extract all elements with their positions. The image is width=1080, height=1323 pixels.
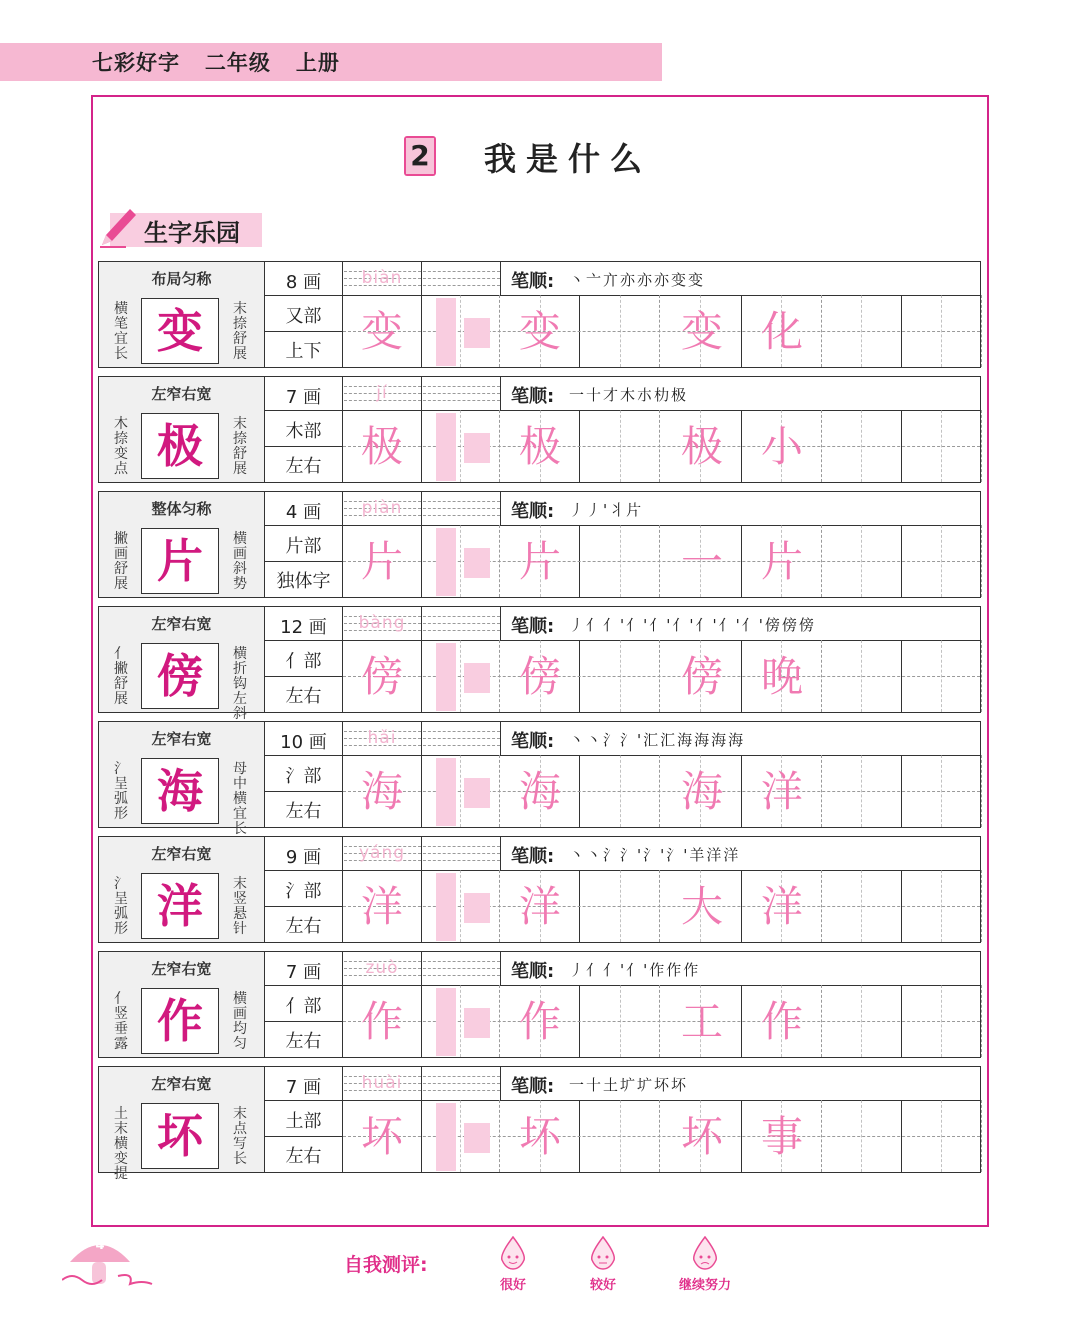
radical: 土部: [285, 1111, 322, 1132]
grid-midline: [981, 1100, 982, 1172]
character-row: [98, 721, 981, 837]
stroke-count: 8 画: [285, 272, 322, 293]
grid-midline: [620, 410, 621, 482]
tip-left: 氵呈弧形: [114, 876, 128, 937]
layout-label: 左窄右宽: [151, 385, 212, 403]
structure: 独体字: [276, 571, 331, 592]
model-char: 片: [157, 534, 203, 588]
trace-char: 傍: [518, 652, 561, 701]
grid-midline: [620, 1100, 621, 1172]
trace-word-char: 作: [760, 997, 803, 1046]
divider: [264, 1021, 342, 1022]
grid-midline: [460, 755, 461, 827]
stroke-order-label: 笔顺:: [511, 386, 555, 407]
structure: 上下: [285, 341, 322, 362]
divider: [264, 295, 980, 296]
drop-face-icon: [498, 1236, 528, 1270]
divider: [264, 446, 342, 447]
stroke-count: 4 画: [285, 502, 322, 523]
lesson-number: 2: [406, 138, 434, 174]
trace-word-char: 小: [760, 422, 803, 471]
stroke-order: 一十才木朩朸极: [569, 386, 689, 404]
layout-label: 左窄右宽: [151, 1075, 212, 1093]
stroke-count: 12 画: [280, 617, 327, 638]
section-title: 生字乐园: [144, 219, 240, 247]
radical: 又部: [285, 306, 322, 327]
structure: 左右: [285, 686, 322, 707]
divider: [500, 492, 501, 525]
trace-guide-bar: [464, 1123, 490, 1153]
divider: [264, 561, 342, 562]
tip-right: 母中横宜长: [233, 761, 247, 837]
radical: 氵部: [285, 881, 322, 902]
trace-char: 海: [360, 767, 403, 816]
eval-keep-trying[interactable]: [670, 1236, 740, 1293]
model-char-box: [141, 528, 219, 594]
stroke-order-label: 笔顺:: [511, 271, 555, 292]
divider: [421, 607, 422, 640]
trace-guide-bar: [436, 988, 456, 1056]
divider: [500, 377, 501, 410]
stroke-count: 7 画: [285, 1077, 322, 1098]
trace-guide-bar: [464, 663, 490, 693]
divider: [500, 607, 501, 640]
stroke-order: 丿亻亻'亻'作作作: [569, 961, 701, 979]
grid-midline: [941, 525, 942, 597]
grid-midline: [981, 410, 982, 482]
grid-midline: [861, 1100, 862, 1172]
grid-midline: [861, 870, 862, 942]
tip-right: 末捺舒展: [233, 416, 247, 477]
model-char-box: [141, 873, 219, 939]
section-banner: [96, 205, 271, 249]
pinyin-trace: zuò: [365, 958, 399, 978]
model-char: 变: [157, 304, 203, 358]
lesson-title: 我是什么: [484, 140, 653, 178]
trace-word-char: 事: [760, 1112, 803, 1161]
model-char: 洋: [157, 879, 203, 933]
grid-midline: [861, 525, 862, 597]
model-char-box: [141, 988, 219, 1054]
layout-label: 左窄右宽: [151, 730, 212, 748]
model-char-box: [141, 758, 219, 824]
grid-midline: [981, 295, 982, 367]
trace-word-char: 化: [760, 307, 803, 356]
grid-midline: [981, 755, 982, 827]
trace-char: 海: [518, 767, 561, 816]
divider: [264, 1136, 342, 1137]
grid-midline: [861, 640, 862, 712]
structure: 左右: [285, 916, 322, 937]
layout-label: 布局匀称: [151, 270, 212, 288]
eval-good[interactable]: [568, 1236, 638, 1293]
grid-midline: [460, 985, 461, 1057]
divider: [264, 331, 342, 332]
trace-word-char: 片: [760, 537, 803, 586]
divider: [421, 952, 422, 985]
divider: [421, 1067, 422, 1100]
divider: [421, 837, 422, 870]
trace-guide-bar: [464, 433, 490, 463]
pinyin-trace: hǎi: [367, 728, 397, 748]
pinyin-trace: huài: [361, 1073, 403, 1093]
character-row: [98, 261, 981, 368]
trace-guide-bar: [464, 548, 490, 578]
eval-very-good[interactable]: [478, 1236, 548, 1293]
eval-very-good-label: 很好: [499, 1278, 526, 1293]
page-number: 4: [95, 1238, 105, 1253]
trace-guide-bar: [436, 1103, 456, 1171]
eval-keep-trying-label: 继续努力: [678, 1278, 731, 1293]
tip-left: 氵呈弧形: [114, 761, 128, 822]
pinyin-trace: bàng: [358, 613, 406, 633]
tip-right: 末竖悬针: [233, 876, 247, 937]
trace-char: 坏: [360, 1112, 403, 1161]
grid-midline: [941, 870, 942, 942]
stroke-order-label: 笔顺:: [511, 731, 555, 752]
grid-midline: [620, 295, 621, 367]
model-char: 极: [157, 419, 203, 473]
grid-midline: [941, 640, 942, 712]
stroke-order: 丶丶氵氵'氵'氵'羊洋洋: [569, 846, 741, 864]
radical: 亻部: [285, 996, 322, 1017]
structure: 左右: [285, 1146, 322, 1167]
tip-left: 亻撇舒展: [114, 646, 128, 707]
character-row: [98, 951, 981, 1058]
trace-char: 片: [360, 537, 403, 586]
trace-char: 极: [518, 422, 561, 471]
grid-midline: [941, 410, 942, 482]
radical: 木部: [285, 421, 322, 442]
grid-midline: [460, 640, 461, 712]
divider: [264, 676, 342, 677]
divider: [264, 755, 980, 756]
tip-left: 土末横变提: [114, 1106, 128, 1182]
stroke-count: 7 画: [285, 387, 322, 408]
tip-left: 横笔宜长: [114, 301, 128, 362]
trace-word-char: 海: [680, 767, 723, 816]
divider: [264, 1100, 980, 1101]
character-row: [98, 606, 981, 722]
divider: [264, 906, 342, 907]
divider: [500, 1067, 501, 1100]
model-char-box: [141, 413, 219, 479]
grid-midline: [941, 1100, 942, 1172]
character-row: [98, 836, 981, 943]
stroke-count: 7 画: [285, 962, 322, 983]
trace-word-char: 变: [680, 307, 723, 356]
divider: [500, 952, 501, 985]
grid-midline: [460, 410, 461, 482]
grid-midline: [460, 525, 461, 597]
model-char-box: [141, 298, 219, 364]
model-char-box: [141, 1103, 219, 1169]
trace-char: 变: [518, 307, 561, 356]
grid-midline: [861, 985, 862, 1057]
structure: 左右: [285, 1031, 322, 1052]
trace-char: 极: [360, 422, 403, 471]
layout-label: 左窄右宽: [151, 845, 212, 863]
trace-guide-bar: [464, 893, 490, 923]
trace-word-char: 洋: [760, 882, 803, 931]
grid-midline: [620, 755, 621, 827]
radical: 亻部: [285, 651, 322, 672]
trace-char: 坏: [518, 1112, 561, 1161]
divider: [264, 410, 980, 411]
trace-word-char: 洋: [760, 767, 803, 816]
grid-midline: [620, 640, 621, 712]
grid-midline: [460, 870, 461, 942]
trace-char: 傍: [360, 652, 403, 701]
grid-midline: [941, 295, 942, 367]
grid-midline: [460, 295, 461, 367]
trace-word-char: 坏: [680, 1112, 723, 1161]
layout-label: 左窄右宽: [151, 960, 212, 978]
drop-face-icon: [690, 1236, 720, 1270]
grid-midline: [620, 870, 621, 942]
lesson-number-badge: [404, 136, 436, 176]
trace-char: 片: [518, 537, 561, 586]
trace-word-char: 傍: [680, 652, 723, 701]
pinyin-trace: yáng: [358, 843, 406, 863]
stroke-order: 丶亠亣亦亦亦变变: [569, 271, 706, 289]
divider: [421, 722, 422, 755]
trace-guide-bar: [464, 1008, 490, 1038]
trace-guide-bar: [436, 758, 456, 826]
divider: [264, 525, 980, 526]
trace-char: 洋: [360, 882, 403, 931]
tip-right: 横折钩左斜: [233, 646, 247, 722]
stroke-order-label: 笔顺:: [511, 501, 555, 522]
model-char: 傍: [157, 649, 203, 703]
divider: [264, 870, 980, 871]
divider: [264, 640, 980, 641]
layout-label: 整体匀称: [151, 500, 212, 518]
divider: [500, 722, 501, 755]
grid-midline: [861, 295, 862, 367]
trace-guide-bar: [464, 318, 490, 348]
divider: [421, 262, 422, 295]
divider: [421, 492, 422, 525]
pinyin-trace: jí: [376, 383, 388, 403]
tip-left: 撇画舒展: [114, 531, 128, 592]
character-row: [98, 491, 981, 598]
layout-label: 左窄右宽: [151, 615, 212, 633]
tip-right: 横画均匀: [233, 991, 247, 1052]
grid-midline: [620, 525, 621, 597]
stroke-count: 10 画: [280, 732, 327, 753]
character-row: [98, 376, 981, 483]
trace-word-char: 工: [680, 997, 723, 1046]
trace-guide-bar: [464, 778, 490, 808]
grid-midline: [941, 985, 942, 1057]
stroke-order-label: 笔顺:: [511, 846, 555, 867]
trace-guide-bar: [436, 413, 456, 481]
tip-left: 亻竖垂露: [114, 991, 128, 1052]
trace-char: 作: [360, 997, 403, 1046]
trace-guide-bar: [436, 643, 456, 711]
stroke-order-label: 笔顺:: [511, 961, 555, 982]
structure: 左右: [285, 456, 322, 477]
mushroom-icon: [62, 1232, 162, 1292]
structure: 左右: [285, 801, 322, 822]
divider: [264, 791, 342, 792]
stroke-count: 9 画: [285, 847, 322, 868]
grid-midline: [941, 755, 942, 827]
trace-word-char: 一: [680, 537, 723, 586]
radical: 氵部: [285, 766, 322, 787]
stroke-order: 一十土圹圹坏坏: [569, 1076, 689, 1094]
model-char-box: [141, 643, 219, 709]
trace-word-char: 极: [680, 422, 723, 471]
drop-face-icon: [588, 1236, 618, 1270]
trace-guide-bar: [436, 873, 456, 941]
character-row: [98, 1066, 981, 1182]
divider: [500, 837, 501, 870]
divider: [421, 377, 422, 410]
divider: [500, 262, 501, 295]
grid-midline: [861, 410, 862, 482]
tip-right: 末捺舒展: [233, 301, 247, 362]
trace-guide-bar: [436, 528, 456, 596]
stroke-order-label: 笔顺:: [511, 1076, 555, 1097]
grid-midline: [981, 985, 982, 1057]
grid-midline: [981, 870, 982, 942]
stroke-order: 丿丿'丬片: [569, 501, 644, 519]
grid-midline: [620, 985, 621, 1057]
trace-char: 洋: [518, 882, 561, 931]
tip-left: 木捺变点: [114, 416, 128, 477]
trace-guide-bar: [436, 298, 456, 366]
model-char: 坏: [157, 1109, 203, 1163]
divider: [264, 985, 980, 986]
tip-right: 末点写长: [233, 1106, 247, 1167]
book-title: 七彩好字 二年级 上册: [92, 51, 340, 75]
self-evaluation-label: 自我测评:: [344, 1254, 428, 1276]
eval-good-label: 较好: [589, 1278, 616, 1293]
stroke-order-label: 笔顺:: [511, 616, 555, 637]
pinyin-trace: piàn: [361, 498, 403, 518]
radical: 片部: [285, 536, 322, 557]
pencil-icon: [96, 205, 136, 249]
trace-char: 变: [360, 307, 403, 356]
grid-midline: [981, 640, 982, 712]
trace-word-char: 晚: [760, 652, 803, 701]
grid-midline: [460, 1100, 461, 1172]
stroke-order: 丿亻亻'亻'亻'亻'亻'亻'亻'傍傍傍: [569, 616, 816, 634]
model-char: 海: [157, 764, 203, 818]
grid-midline: [861, 755, 862, 827]
grid-midline: [981, 525, 982, 597]
stroke-order: 丶丶氵氵'汇汇海海海海: [569, 731, 746, 749]
tip-right: 横画斜势: [233, 531, 247, 592]
trace-char: 作: [518, 997, 561, 1046]
model-char: 作: [157, 994, 203, 1048]
pinyin-trace: biàn: [361, 268, 403, 288]
trace-word-char: 大: [680, 882, 723, 931]
